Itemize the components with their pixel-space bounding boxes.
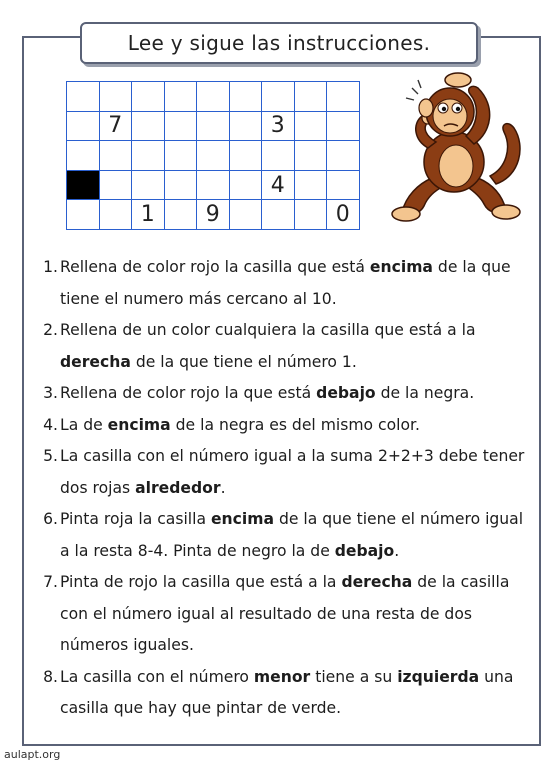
grid-cell xyxy=(262,82,295,112)
instruction-number: 8. xyxy=(43,667,58,686)
grid-cell xyxy=(262,200,295,230)
grid-cell-number: 1 xyxy=(132,200,165,230)
grid-cell xyxy=(294,82,327,112)
instruction-text: . xyxy=(394,541,400,560)
grid-cell-number: 4 xyxy=(262,170,295,200)
instruction-text: Rellena de color rojo la que está xyxy=(60,384,317,402)
instruction-text: La casilla con el número xyxy=(60,667,254,686)
instruction-keyword: derecha xyxy=(60,352,131,371)
instruction-keyword: encima xyxy=(107,415,171,434)
instruction-number: 3. xyxy=(43,384,58,402)
instruction-item xyxy=(36,504,536,567)
grid-cell xyxy=(132,111,165,141)
instruction-keyword: debajo xyxy=(334,541,395,560)
grid-cell xyxy=(99,200,132,230)
grid-cell-black xyxy=(67,170,100,200)
footer-credit: aulapt.org xyxy=(4,748,61,761)
grid-cell xyxy=(197,141,230,171)
instruction-number: 7. xyxy=(43,573,58,591)
instruction-keyword: debajo xyxy=(316,384,376,402)
grid-row xyxy=(67,141,360,171)
instruction-text: de la que tiene el numero más cercano al 10. xyxy=(60,258,511,308)
grid-cell xyxy=(327,141,360,171)
grid-cell xyxy=(327,82,360,112)
instruction-item xyxy=(36,252,536,315)
instruction-text: de la que tiene el número 1. xyxy=(130,352,357,371)
grid-cell xyxy=(132,82,165,112)
instruction-number: 1. xyxy=(43,258,58,276)
instruction-text: Pinta de rojo la casilla que está a la xyxy=(60,573,342,591)
grid-cell xyxy=(164,170,197,200)
grid-cell xyxy=(197,111,230,141)
grid-cell xyxy=(67,141,100,171)
grid-cell xyxy=(229,111,262,141)
grid-row xyxy=(67,111,360,141)
instruction-text: Rellena de un color cualquiera la casilla que está a la xyxy=(60,321,476,339)
grid-cell xyxy=(164,200,197,230)
grid-cell-number: 7 xyxy=(99,111,132,141)
instruction-item xyxy=(36,315,536,378)
instruction-text: una casilla que hay que pintar de verde. xyxy=(60,667,514,717)
grid-cell xyxy=(164,111,197,141)
instruction-keyword: alrededor xyxy=(135,478,221,497)
thinking-monkey-icon xyxy=(388,66,528,226)
page-title: Lee y sigue las instrucciones. xyxy=(80,22,478,64)
grid-cell xyxy=(164,82,197,112)
grid-cell-number: 0 xyxy=(327,200,360,230)
instructions-list xyxy=(36,252,536,725)
instruction-text: de la casilla con el número igual al resultado de una resta de dos números iguales. xyxy=(60,573,510,654)
grid-cell xyxy=(229,200,262,230)
grid-cell xyxy=(67,111,100,141)
grid-row xyxy=(67,170,360,200)
grid-cell xyxy=(327,170,360,200)
grid-cell xyxy=(294,200,327,230)
grid-cell xyxy=(197,170,230,200)
grid-cell xyxy=(99,170,132,200)
instruction-text: Rellena de color rojo la casilla que está xyxy=(60,258,370,276)
grid-cell xyxy=(229,141,262,171)
instruction-item xyxy=(36,662,536,725)
instruction-text: La casilla con el número igual a la suma 2+2+3 debe tener dos rojas xyxy=(60,447,525,497)
instruction-text: La de xyxy=(60,415,108,434)
grid-cell xyxy=(132,141,165,171)
grid-cell xyxy=(294,170,327,200)
instruction-keyword: encima xyxy=(369,258,433,276)
instruction-item xyxy=(36,378,536,410)
instruction-number: 2. xyxy=(43,321,58,339)
instruction-number: 4. xyxy=(43,415,58,434)
grid-row xyxy=(67,82,360,112)
instruction-keyword: menor xyxy=(253,667,311,686)
grid-cell xyxy=(262,141,295,171)
instruction-item xyxy=(36,567,536,662)
grid-cell xyxy=(132,170,165,200)
instruction-text: . xyxy=(220,478,226,497)
instruction-item xyxy=(36,441,536,504)
grid-cell xyxy=(229,170,262,200)
instruction-keyword: derecha xyxy=(341,573,413,591)
grid-cell xyxy=(327,111,360,141)
instruction-number: 6. xyxy=(43,510,58,528)
instruction-text: de la negra es del mismo color. xyxy=(170,415,420,434)
grid-cell xyxy=(294,111,327,141)
grid-cell xyxy=(164,141,197,171)
instruction-keyword: izquierda xyxy=(397,667,480,686)
instruction-text: Pinta roja la casilla xyxy=(60,510,211,528)
instruction-text: de la que tiene el número igual a la resta 8-4. Pinta de negro la de xyxy=(60,510,524,560)
number-grid xyxy=(66,81,360,230)
grid-cell-number: 3 xyxy=(262,111,295,141)
grid-cell xyxy=(294,141,327,171)
instruction-keyword: encima xyxy=(210,510,275,528)
grid-cell xyxy=(99,82,132,112)
instruction-number: 5. xyxy=(43,447,58,465)
grid-cell xyxy=(197,82,230,112)
grid-cell xyxy=(67,200,100,230)
grid-cell-number: 9 xyxy=(197,200,230,230)
grid-cell xyxy=(229,82,262,112)
instruction-text: tiene a su xyxy=(310,667,398,686)
grid-cell xyxy=(99,141,132,171)
instruction-text: de la negra. xyxy=(375,384,475,402)
instruction-item xyxy=(36,410,536,442)
grid-row xyxy=(67,200,360,230)
grid-cell xyxy=(67,82,100,112)
